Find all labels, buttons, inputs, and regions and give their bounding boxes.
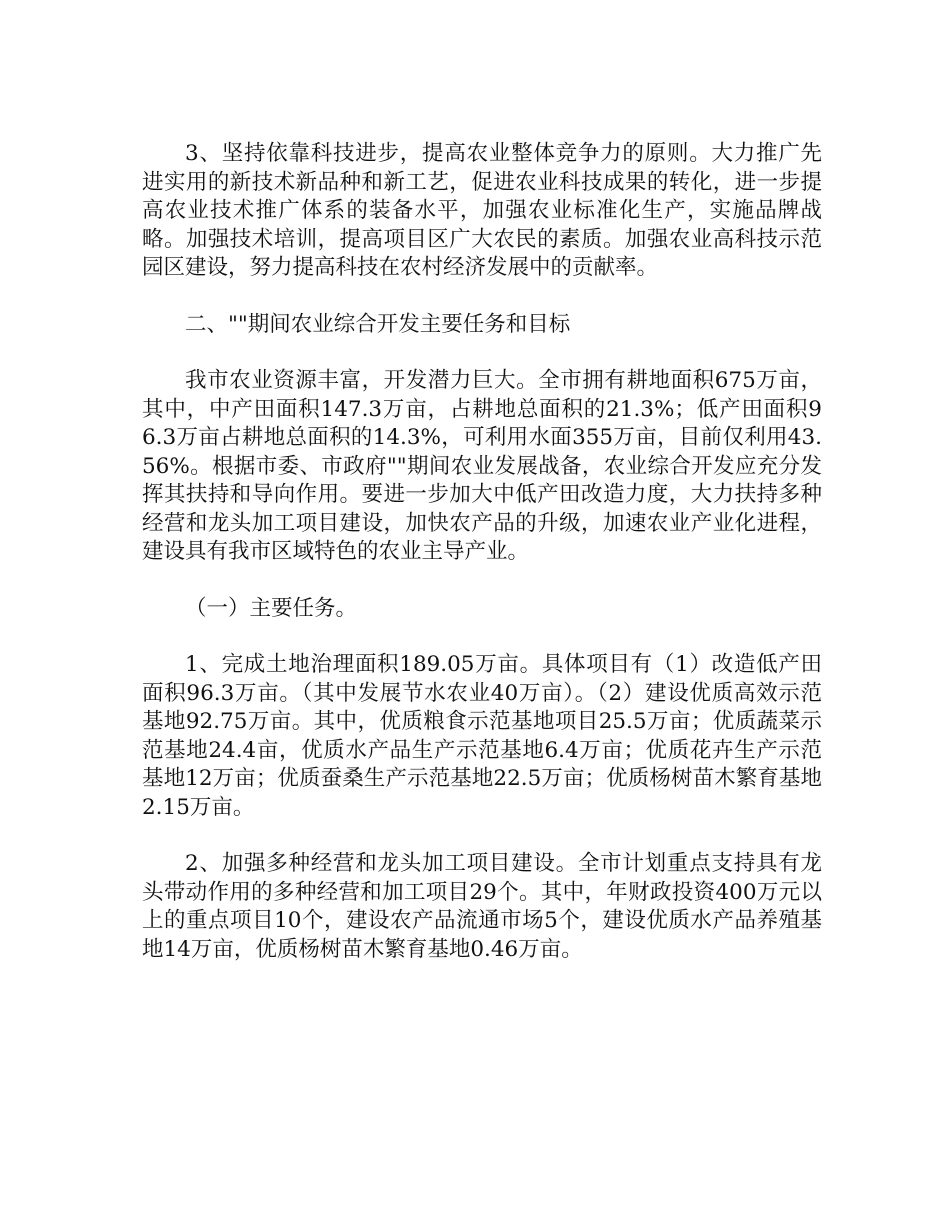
subsection-heading-main-tasks: （一）主要任务。 bbox=[185, 595, 358, 621]
section-heading-2: 二、""期间农业综合开发主要任务和目标 bbox=[185, 311, 571, 337]
paragraph-resources: 我市农业资源丰富，开发潜力巨大。全市拥有耕地面积675万亩，其中，中产田面积147.3万亩，占耕地总面积的21.3%；低产田面积96.3万亩占耕地总面积的14.3%，可利用水面355万亩，目前仅利用43.56%。根据市委、市政府""期间农业发展战备，农业综合开发应充分发挥其扶持和导向作用。要进一步加大中低产田改造力度，大力扶持多种经营和龙头加工项目建设，加快农产品的升级，加速农业产业化进程，建设具有我市区域特色的农业主导产业。 bbox=[142, 368, 822, 564]
paragraph-principle-3: 3、坚持依靠科技进步，提高农业整体竞争力的原则。大力推广先进实用的新技术新品种和新工艺，促进农业科技成果的转化，进一步提高农业技术推广体系的装备水平，加强农业标准化生产，实施品牌战略。加强技术培训，提高项目区广大农民的素质。加强农业高科技示范园区建设，努力提高科技在农村经济发展中的贡献率。 bbox=[142, 141, 822, 280]
paragraph-task-1: 1、完成土地治理面积189.05万亩。具体项目有（1）改造低产田面积96.3万亩。（其中发展节水农业40万亩）。（2）建设优质高效示范基地92.75万亩。其中，优质粮食示范基地项目25.5万亩；优质蔬菜示范基地24.4亩，优质水产品生产示范基地6.4万亩；优质花卉生产示范基地12万亩；优质蚕桑生产示范基地22.5万亩；优质杨树苗木繁育基地2.15万亩。 bbox=[142, 652, 822, 820]
document-body bbox=[142, 140, 822, 992]
paragraph-task-2: 2、加强多种经营和龙头加工项目建设。全市计划重点支持具有龙头带动作用的多种经营和加工项目29个。其中，年财政投资400万元以上的重点项目10个，建设农产品流通市场5个，建设优质水产品养殖基地14万亩，优质杨树苗木繁育基地0.46万亩。 bbox=[142, 851, 822, 962]
